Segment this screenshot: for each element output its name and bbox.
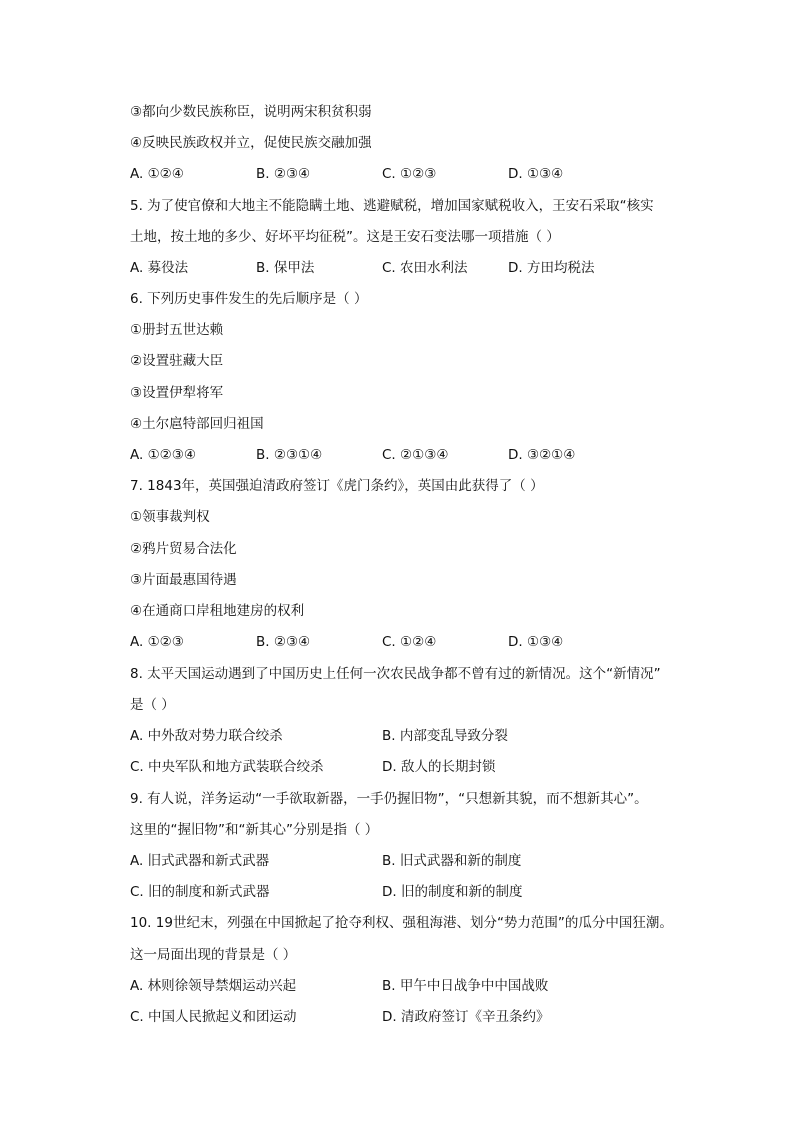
q6-option-a: A. ①②③④ [130, 447, 196, 463]
q7-item-2: ②鸦片贸易合法化 [130, 541, 237, 557]
q6-stem: 6. 下列历史事件发生的先后顺序是（ ） [130, 291, 368, 307]
q10-stem-line2: 这一局面出现的背景是（ ） [130, 947, 297, 963]
q5-stem-line1: 5. 为了使官僚和大地主不能隐瞒土地、逃避赋税，增加国家赋税收入，王安石采取“核实 [130, 198, 654, 214]
q7-stem: 7. 1843年，英国强迫清政府签订《虎门条约》，英国由此获得了（ ） [130, 478, 544, 494]
q9-option-b: B. 旧式武器和新的制度 [382, 853, 522, 869]
q7-option-a: A. ①②③ [130, 634, 184, 650]
q6-item-4: ④土尔扈特部回归祖国 [130, 416, 264, 432]
q4-option-c: C. ①②③ [382, 166, 437, 182]
q5-option-d: D. 方田均税法 [508, 260, 595, 276]
q9-stem-line1: 9. 有人说，洋务运动“一手欲取新器，一手仍握旧物”，“只想新其貌，而不想新其心”。 [130, 791, 648, 807]
q10-option-c: C. 中国人民掀起义和团运动 [130, 1009, 297, 1025]
q10-option-a: A. 林则徐领导禁烟运动兴起 [130, 978, 297, 994]
q4-option-b: B. ②③④ [256, 166, 311, 182]
q7-option-b: B. ②③④ [256, 634, 311, 650]
q7-item-3: ③片面最惠国待遇 [130, 572, 237, 588]
q7-option-d: D. ①③④ [508, 634, 564, 650]
q6-item-1: ①册封五世达赖 [130, 322, 224, 338]
q8-option-c: C. 中央军队和地方武装联合绞杀 [130, 759, 324, 775]
q9-option-a: A. 旧式武器和新式武器 [130, 853, 270, 869]
q7-option-c: C. ①②④ [382, 634, 437, 650]
q10-option-b: B. 甲午中日战争中中国战败 [382, 978, 549, 994]
q4-option-a: A. ①②④ [130, 166, 184, 182]
q6-option-c: C. ②①③④ [382, 447, 449, 463]
q9-stem-line2: 这里的“握旧物”和“新其心”分别是指（ ） [130, 822, 379, 838]
q8-option-d: D. 敌人的长期封锁 [382, 759, 496, 775]
q10-option-d: D. 清政府签订《辛丑条约》 [382, 1009, 550, 1025]
q4-statement-4: ④反映民族政权并立，促使民族交融加强 [130, 135, 372, 151]
q7-item-1: ①领事裁判权 [130, 509, 210, 525]
q5-option-b: B. 保甲法 [256, 260, 315, 276]
q5-option-c: C. 农田水利法 [382, 260, 468, 276]
q5-stem-line2: 土地，按土地的多少、好坏平均征税”。这是王安石变法哪一项措施（ ） [130, 229, 560, 245]
q4-statement-3: ③都向少数民族称臣，说明两宋积贫积弱 [130, 104, 372, 120]
q8-option-b: B. 内部变乱导致分裂 [382, 728, 508, 744]
q8-option-a: A. 中外敌对势力联合绞杀 [130, 728, 283, 744]
q7-item-4: ④在通商口岸租地建房的权利 [130, 603, 305, 619]
q8-stem-line1: 8. 太平天国运动遇到了中国历史上任何一次农民战争都不曾有过的新情况。这个“新情况” [130, 666, 661, 682]
q9-option-d: D. 旧的制度和新的制度 [382, 884, 523, 900]
q4-option-d: D. ①③④ [508, 166, 564, 182]
q8-stem-line2: 是（ ） [130, 697, 175, 713]
q6-item-3: ③设置伊犁将军 [130, 385, 224, 401]
q6-item-2: ②设置驻藏大臣 [130, 353, 224, 369]
q6-option-b: B. ②③①④ [256, 447, 323, 463]
q6-option-d: D. ③②①④ [508, 447, 576, 463]
q5-option-a: A. 募役法 [130, 260, 189, 276]
q10-stem-line1: 10. 19世纪末，列强在中国掀起了抢夺利权、强租海港、划分“势力范围”的瓜分中国狂潮。 [130, 915, 673, 931]
q9-option-c: C. 旧的制度和新式武器 [130, 884, 270, 900]
